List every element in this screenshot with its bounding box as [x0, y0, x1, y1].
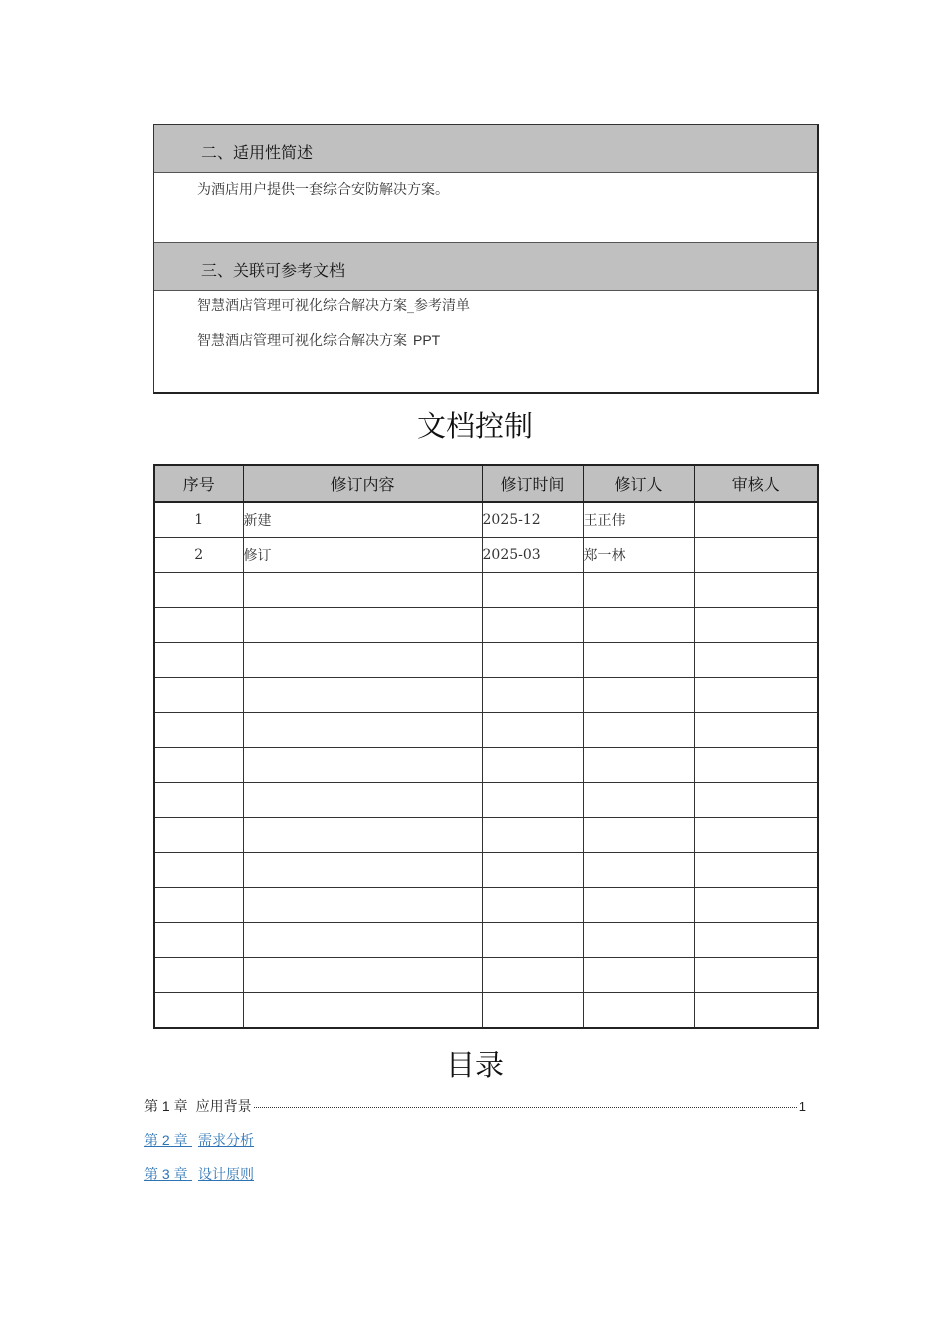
- empty-row: [154, 853, 818, 888]
- row-number: 2: [154, 538, 243, 573]
- row-content: 新建: [243, 502, 482, 538]
- document-info-box: [153, 124, 819, 394]
- header-number: 序号: [154, 465, 243, 502]
- empty-row: [154, 713, 818, 748]
- empty-row: [154, 678, 818, 713]
- toc-entry-2-chapter: 第 2 章: [144, 1132, 188, 1148]
- toc-entry-2-title: 需求分析: [198, 1133, 255, 1149]
- row-reviser: 郑一林: [583, 538, 694, 573]
- doc-control-title: 文档控制: [416, 409, 533, 443]
- header-reviser: 修订人: [583, 465, 694, 502]
- header-date: 修订时间: [482, 465, 583, 502]
- section-applicability-header: [154, 125, 817, 173]
- row-reviser: 王正伟: [583, 502, 694, 538]
- empty-row: [154, 923, 818, 958]
- empty-row: [154, 888, 818, 923]
- section-applicability-text: 为酒店用户提供一套综合安防解决方案。: [197, 182, 449, 198]
- toc-entry-3-title: 设计原则: [198, 1167, 255, 1183]
- empty-row: [154, 608, 818, 643]
- empty-row: [154, 993, 818, 1029]
- empty-row: [154, 643, 818, 678]
- section-references-title: 三、关联可参考文档: [201, 261, 346, 280]
- toc-entry-3-link[interactable]: [144, 1164, 254, 1184]
- empty-row: [154, 958, 818, 993]
- section-references-header: [154, 242, 817, 291]
- toc-entry-3-chapter: 第 3 章: [144, 1166, 188, 1182]
- empty-row: [154, 748, 818, 783]
- reference-doc-1: 智慧酒店管理可视化综合解决方案_参考清单: [197, 298, 470, 314]
- reference-doc-2-name: 智慧酒店管理可视化综合解决方案: [197, 333, 407, 349]
- toc-entry-2-link[interactable]: [144, 1130, 254, 1150]
- table-row: [154, 502, 818, 538]
- revision-table: [153, 464, 819, 1029]
- row-reviewer: [694, 502, 818, 538]
- toc-entry-1-title: 应用背景: [195, 1099, 252, 1115]
- row-content: 修订: [243, 538, 482, 573]
- table-row: [154, 538, 818, 573]
- reference-doc-2-suffix: PPT: [413, 332, 441, 348]
- row-date: 2025-12: [482, 502, 583, 538]
- toc-entry-1[interactable]: [144, 1096, 806, 1116]
- toc-entry-1-page: 1: [798, 1099, 806, 1114]
- row-number: 1: [154, 502, 243, 538]
- row-reviewer: [694, 538, 818, 573]
- toc-entry-1-chapter: 第 1 章: [144, 1098, 188, 1114]
- reference-doc-2: [197, 330, 440, 350]
- section-applicability-title: 二、适用性简述: [201, 143, 314, 162]
- row-date: 2025-03: [482, 538, 583, 573]
- toc-title: 目录: [445, 1048, 504, 1082]
- empty-row: [154, 783, 818, 818]
- header-reviewer: 审核人: [694, 465, 818, 502]
- revision-table-header-row: [154, 465, 818, 502]
- empty-row: [154, 818, 818, 853]
- empty-row: [154, 573, 818, 608]
- toc-leader-dots: [254, 1107, 797, 1108]
- header-content: 修订内容: [243, 465, 482, 502]
